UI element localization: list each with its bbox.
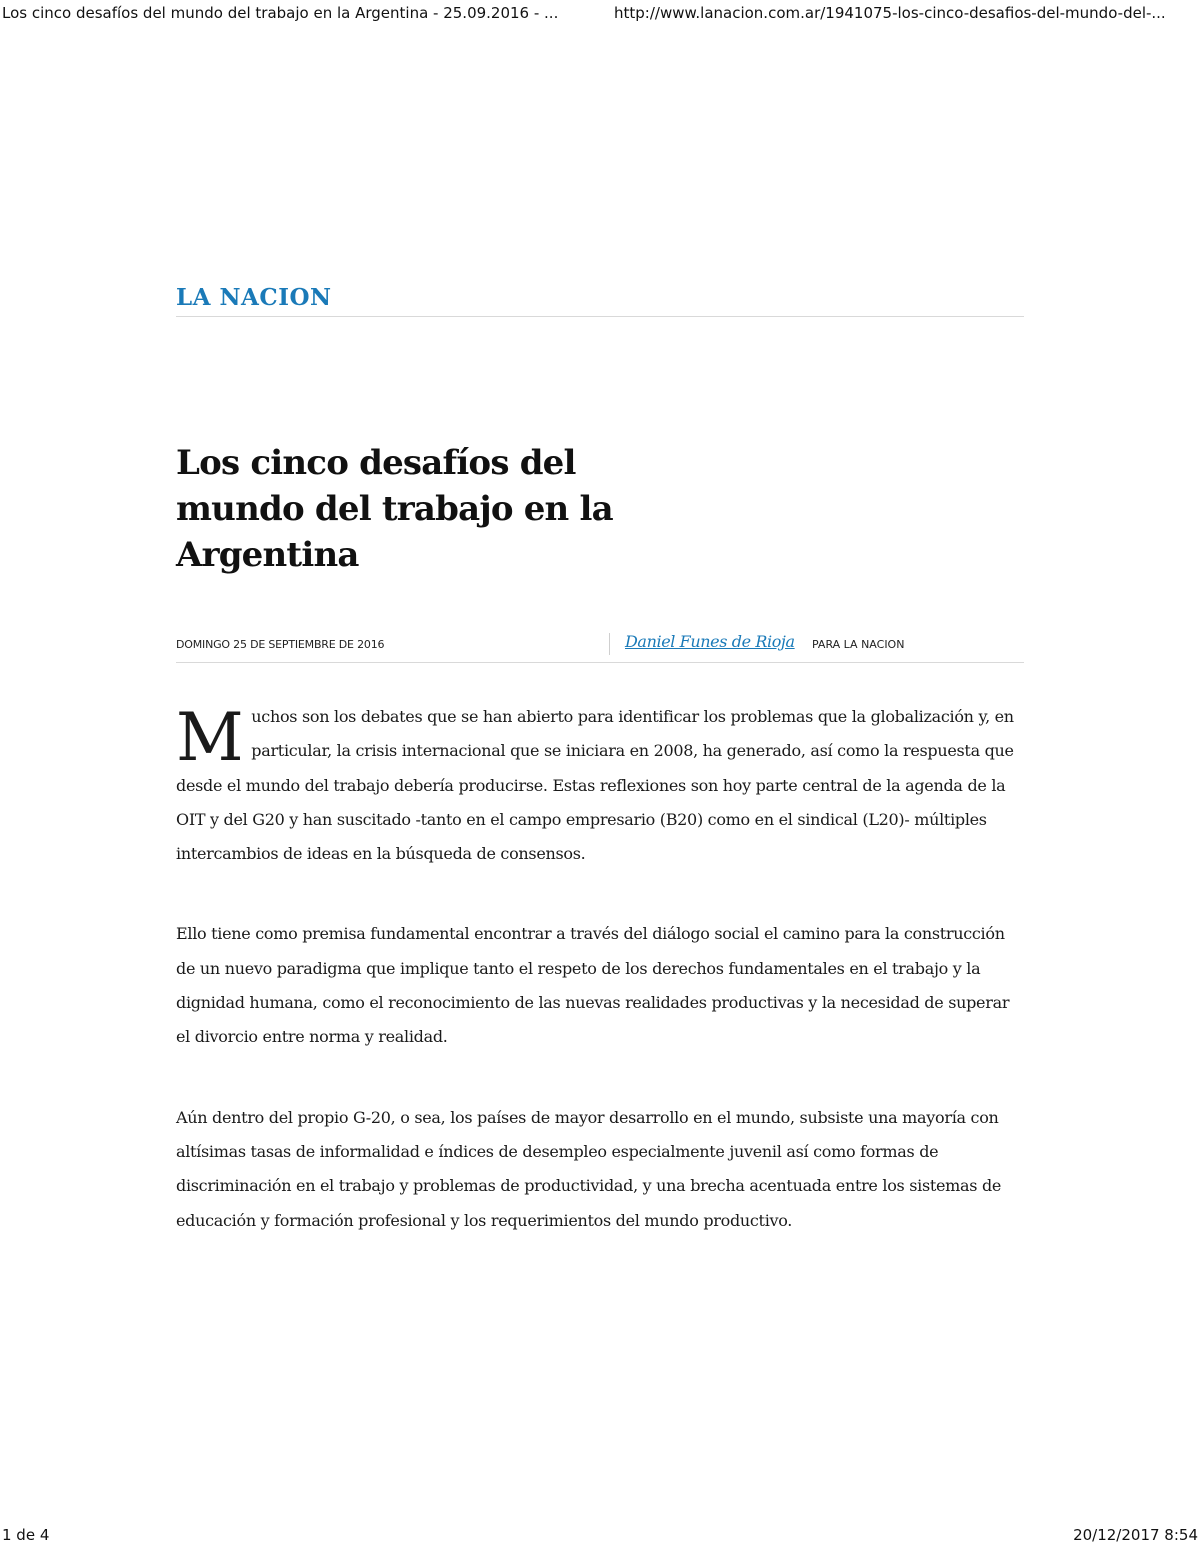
author-link[interactable]: Daniel Funes de Rioja [625, 632, 795, 651]
article-body [176, 700, 1024, 1284]
article-paragraph: Ello tiene como premisa fundamental encontrar a través del diálogo social el camino para la construcción de un nuevo paradigma que implique tanto el respeto de los derechos fundamentales en el trabajo y la dignidad humana, como el reconocimiento de las nuevas realidades productivas y la necesidad de superar el divorcio entre norma y realidad. [176, 924, 1010, 1047]
print-datetime: 20/12/2017 8:54 [1073, 1526, 1198, 1544]
page-number: 1 de 4 [2, 1526, 50, 1544]
byline-divider [609, 633, 610, 655]
article-paragraph [176, 700, 1024, 871]
print-footer [0, 1526, 1200, 1550]
article-byline [176, 630, 1024, 663]
print-header [0, 4, 1200, 28]
publication-date: DOMINGO 25 DE SEPTIEMBRE DE 2016 [176, 638, 385, 651]
paragraph-1-text: uchos son los debates que se han abierto para identificar los problemas que la globalización y, en particular, la crisis internacional que se iniciara en 2008, ha generado, así como la respuesta que desde el mundo del trabajo debería producirse. Estas reflexiones son hoy parte central de la agenda de la OIT y del G20 y han suscitado -tanto en el campo empresario (B20) como en el sindical (L20)- múltiples intercambios de ideas en la búsqueda de consensos. [176, 707, 1014, 864]
la-nacion-logo[interactable]: LA NACION [176, 284, 332, 311]
article-paragraph: Aún dentro del propio G-20, o sea, los países de mayor desarrollo en el mundo, subsiste una mayoría con altísimas tasas de informalidad e índices de desempleo especialmente juvenil así como formas de discriminación en el trabajo y problemas de productividad, y una brecha acentuada entre los sistemas de educación y formación profesional y los requerimientos del mundo productivo. [176, 1107, 1002, 1230]
article-headline: Los cinco desafíos del mundo del trabajo en la Argentina [176, 443, 613, 575]
masthead [176, 284, 1024, 317]
print-page-title: Los cinco desafíos del mundo del trabajo en la Argentina - 25.09.2016 - ... [2, 4, 559, 22]
print-page-url: http://www.lanacion.com.ar/1941075-los-cinco-desafios-del-mundo-del-... [614, 4, 1166, 22]
author-source: PARA LA NACION [812, 638, 905, 651]
drop-cap: M [176, 699, 244, 776]
